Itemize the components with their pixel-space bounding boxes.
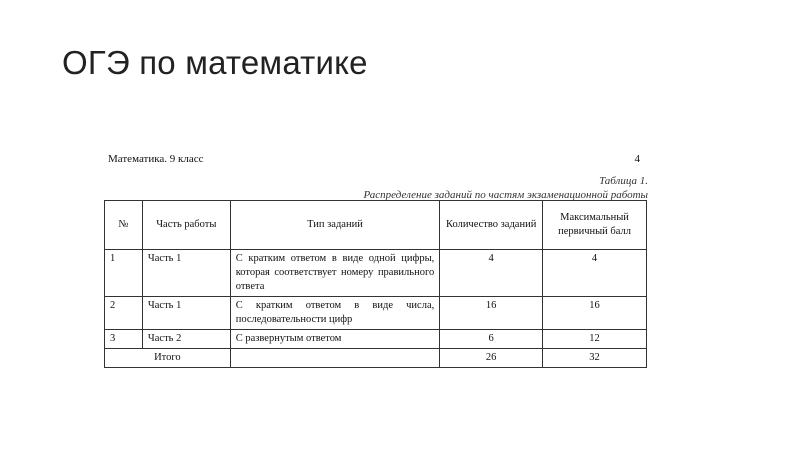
row-count: 4 xyxy=(440,250,543,297)
row-number: 1 xyxy=(105,250,143,297)
column-header-type: Тип заданий xyxy=(230,201,440,250)
row-part: Часть 1 xyxy=(142,250,230,297)
column-header-part: Часть работы xyxy=(142,201,230,250)
column-header-count: Количество заданий xyxy=(440,201,543,250)
row-type: С развернутым ответом xyxy=(230,330,440,349)
total-label: Итого xyxy=(105,349,231,368)
column-header-max-score: Максимальный первичный балл xyxy=(543,201,647,250)
table-label: Таблица 1. xyxy=(599,175,648,187)
total-count: 26 xyxy=(440,349,543,368)
table-row xyxy=(105,250,647,297)
row-part: Часть 1 xyxy=(142,297,230,330)
table-caption: Распределение заданий по частям экзаменационной работы xyxy=(363,189,648,201)
row-number: 3 xyxy=(105,330,143,349)
table-header-row xyxy=(105,201,647,250)
page-number: 4 xyxy=(634,153,640,165)
column-header-number: № xyxy=(105,201,143,250)
distribution-table xyxy=(104,200,647,368)
document-subject: Математика. 9 класс xyxy=(108,153,204,165)
row-number: 2 xyxy=(105,297,143,330)
row-max-score: 16 xyxy=(543,297,647,330)
table-row xyxy=(105,330,647,349)
slide-title: ОГЭ по математике xyxy=(62,44,368,81)
row-type: С кратким ответом в виде одной цифры, которая соответствует номеру правильного ответа xyxy=(230,250,440,297)
row-max-score: 4 xyxy=(543,250,647,297)
table-caption-block xyxy=(364,174,649,202)
row-part: Часть 2 xyxy=(142,330,230,349)
table-row xyxy=(105,297,647,330)
table-total-row xyxy=(105,349,647,368)
row-count: 6 xyxy=(440,330,543,349)
row-max-score: 12 xyxy=(543,330,647,349)
row-type: С кратким ответом в виде числа, последовательности цифр xyxy=(230,297,440,330)
total-type-empty xyxy=(230,349,440,368)
total-max-score: 32 xyxy=(543,349,647,368)
row-count: 16 xyxy=(440,297,543,330)
